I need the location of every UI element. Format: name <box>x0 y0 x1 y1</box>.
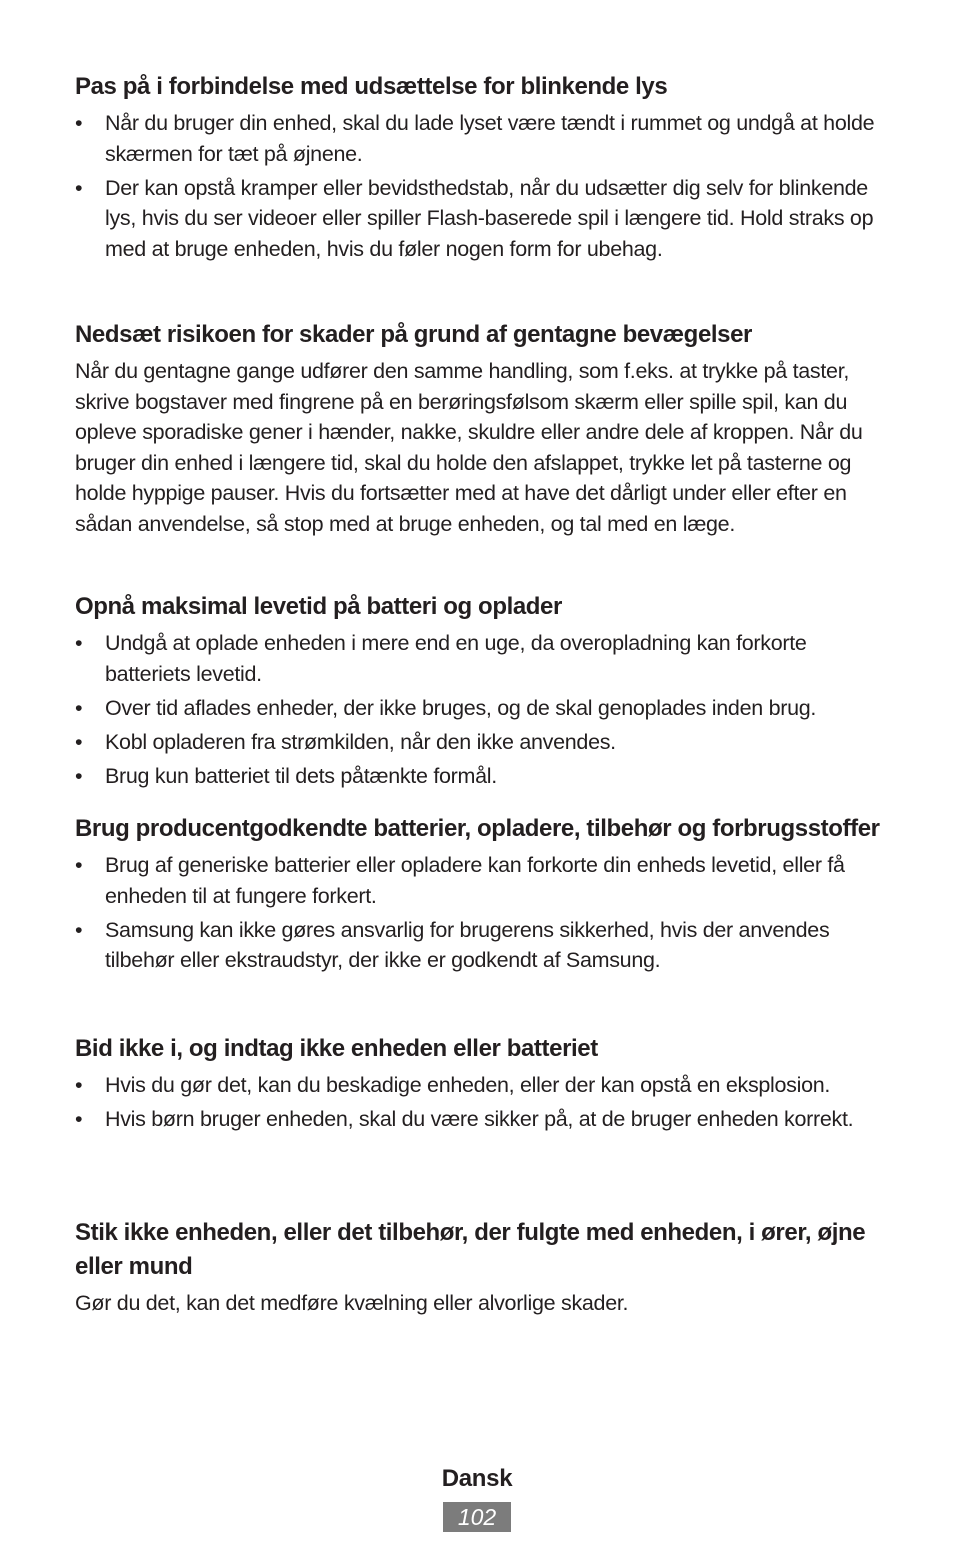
footer-language: Dansk <box>441 1465 513 1492</box>
list-item <box>75 850 885 911</box>
section-flashing-lights <box>75 70 885 268</box>
list-item-text: Hvis børn bruger enheden, skal du være sikker på, at de bruger enheden korrekt. <box>105 1107 854 1131</box>
bullet-icon: • <box>75 853 83 877</box>
section-heading: Brug producentgodkendte batterier, opladere, tilbehør og forbrugsstoffer <box>75 815 880 842</box>
list-item-text: Kobl opladeren fra strømkilden, når den ikke anvendes. <box>105 729 616 754</box>
bullet-icon: • <box>75 695 83 720</box>
bullet-list <box>75 108 885 264</box>
list-item-text: Der kan opstå kramper eller bevidsthedstab, når du udsætter dig selv for blinkende lys, hvis du ser videoer eller spiller Flash-baserede spil i længere tid. Hold straks op med at bruge enheden, hvis du føler nogen form for ubehag. <box>105 175 874 261</box>
bullet-icon: • <box>75 1107 83 1131</box>
section-battery-life <box>75 590 885 795</box>
list-item <box>75 108 885 169</box>
list-item <box>75 173 885 265</box>
list-item-text: Brug af generiske batterier eller opladere kan forkorte din enheds levetid, eller få enheden til at fungere forkert. <box>105 853 845 908</box>
section-do-not-insert <box>75 1216 885 1319</box>
list-item <box>75 761 885 792</box>
section-paragraph: Gør du det, kan det medføre kvælning eller alvorlige skader. <box>75 1291 629 1315</box>
section-repetitive-motion <box>75 318 885 539</box>
list-item <box>75 915 885 976</box>
bullet-icon: • <box>75 917 83 942</box>
list-item <box>75 1104 853 1135</box>
bullet-list <box>75 850 885 976</box>
section-paragraph: Når du gentagne gange udfører den samme handling, som f.eks. at trykke på taster, skrive bogstaver med fingrene på en berøringsfølsom skærm eller spille spil, kan du opleve sporadiske gener i hænder, nakke, skuldre eller andre dele af kroppen. Når du bruger din enhed i længere tid, skal du holde den afslappet, trykke let på tasterne og holde hyppige pauser. Hvis du fortsætter med at have det dårligt under eller efter en sådan anvendelse, så stop med at bruge enheden, og tal med en læge. <box>75 359 863 536</box>
section-heading: Nedsæt risikoen for skader på grund af gentagne bevægelser <box>75 321 752 348</box>
section-heading: Pas på i forbindelse med udsættelse for blinkende lys <box>75 73 668 100</box>
page-number-badge: 102 <box>443 1502 511 1532</box>
section-do-not-bite <box>75 1032 853 1138</box>
bullet-icon: • <box>75 631 83 655</box>
bullet-icon: • <box>75 763 83 788</box>
bullet-icon: • <box>75 729 83 754</box>
list-item <box>75 1070 853 1101</box>
list-item-text: Hvis du gør det, kan du beskadige enheden, eller der kan opstå en eksplosion. <box>105 1073 831 1097</box>
list-item-text: Når du bruger din enhed, skal du lade lyset være tændt i rummet og undgå at holde skærmen for tæt på øjnene. <box>105 111 875 166</box>
bullet-icon: • <box>75 1073 83 1097</box>
section-heading: Opnå maksimal levetid på batteri og oplader <box>75 593 562 620</box>
bullet-list <box>75 628 885 791</box>
list-item-text: Brug kun batteriet til dets påtænkte formål. <box>105 763 497 788</box>
section-heading: Bid ikke i, og indtag ikke enheden eller batteriet <box>75 1035 598 1062</box>
list-item-text: Undgå at oplade enheden i mere end en uge, da overopladning kan forkorte batteriets levetid. <box>105 631 807 686</box>
bullet-icon: • <box>75 111 83 135</box>
section-heading: Stik ikke enheden, eller det tilbehør, der fulgte med enheden, i ører, øjne eller mund <box>75 1219 866 1280</box>
bullet-icon: • <box>75 175 83 200</box>
list-item-text: Samsung kan ikke gøres ansvarlig for brugerens sikkerhed, hvis der anvendes tilbehør eller ekstraudstyr, der ikke er godkendt af Samsung. <box>105 917 830 972</box>
list-item <box>75 693 885 724</box>
page-footer <box>0 1462 954 1532</box>
list-item <box>75 628 885 689</box>
bullet-list <box>75 1070 853 1135</box>
section-approved-accessories <box>75 812 885 979</box>
list-item <box>75 727 885 758</box>
list-item-text: Over tid aflades enheder, der ikke bruges, og de skal genoplades inden brug. <box>105 695 817 720</box>
